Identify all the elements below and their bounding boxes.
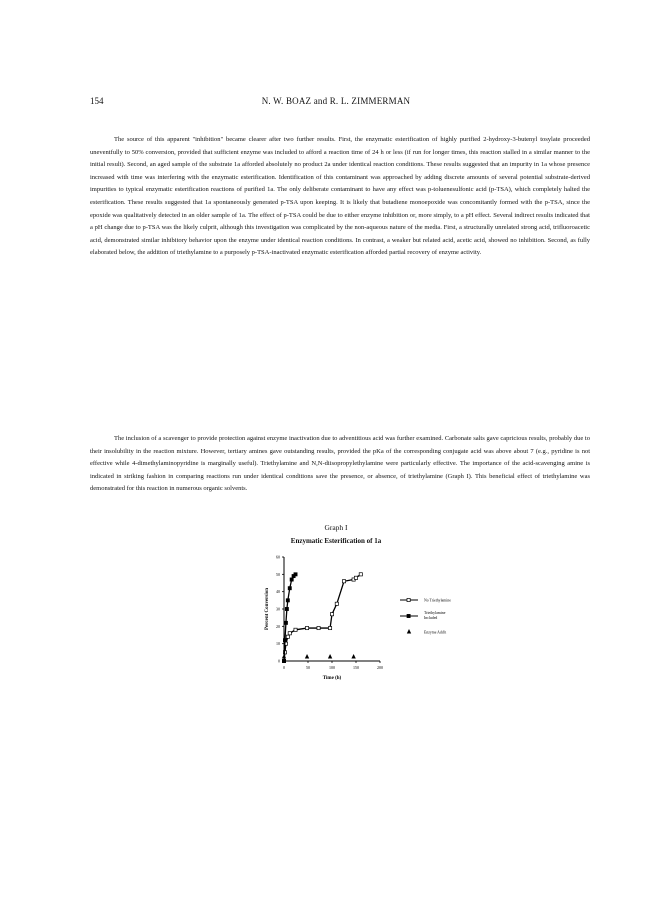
body-paragraph-1 bbox=[90, 134, 590, 260]
y-tick-label: 0 bbox=[278, 658, 280, 664]
graph-title: Enzymatic Esterification of 1a bbox=[290, 537, 382, 545]
paragraph-text: The source of this apparent "inhibition" became clearer after two further results. First, the enzymatic esterification of highly purified 2-hydroxy-3-butenyl tosylate proceeded uneventfully to 50% conversion, provided that sufficient enzyme was included to afford a reaction time of 24 h or less (if run for longer times, this reaction stalled in a similar manner to the initial result). Second, an aged sample of the substrate 1a afforded absolutely no product 2a under identical reaction conditions. These results suggested that an impurity in 1a whose presence increased with time was interfering with the enzymatic esterification. Identification of this contaminant was approached by adding discrete amounts of several potential substrate-derived impurities to typical enzymatic esterification reactions of purified 1a. The only deliberate contaminant to have any effect was p-toluenesulfonic acid (p-TSA), which completely halted the esterification. These results suggested that 1a spontaneously generated p-TSA upon keeping. It is likely that butadiene monoepoxide was concomitantly formed with the p-TSA, since the epoxide was qualitatively detected in an older sample of 1a. The effect of p-TSA could be due to either enzyme inhibition or, more simply, to a pH effect. Several indirect results indicated that a pH change due to p-TSA was the likely culprit, although this investigation was complicated by the non-aqueous nature of the media. First, a structurally unrelated strong acid, trifluoroacetic acid, demonstrated similar inhibitory behavior upon the enzyme under identical reaction conditions. In contrast, a weaker but related acid, acetic acid, showed no inhibition. Second, as fully elaborated below, the addition of triethylamine to a purposely p-TSA-inactivated enzymatic esterification afforded partial recovery of enzyme activity. bbox=[90, 136, 590, 257]
conversion-chart bbox=[240, 545, 500, 695]
graph-caption: Graph I bbox=[324, 523, 348, 532]
enzyme-addition-marker bbox=[305, 654, 309, 659]
data-point bbox=[282, 659, 285, 662]
y-tick-label: 50 bbox=[276, 571, 280, 577]
x-tick-label: 200 bbox=[377, 665, 383, 670]
body-paragraph-2 bbox=[90, 433, 590, 496]
data-point bbox=[285, 607, 288, 610]
x-tick-label: 0 bbox=[283, 665, 285, 670]
data-point bbox=[317, 626, 320, 629]
data-point bbox=[286, 599, 289, 602]
data-point bbox=[342, 580, 345, 583]
legend-marker bbox=[407, 629, 411, 634]
data-point bbox=[286, 635, 289, 638]
y-tick-label: 10 bbox=[276, 641, 280, 647]
legend-label: Triethylamine bbox=[424, 611, 446, 615]
enzyme-addition-marker bbox=[282, 654, 286, 659]
y-tick-label: 60 bbox=[276, 554, 280, 560]
x-tick-label: 150 bbox=[353, 665, 359, 670]
x-tick-label: 50 bbox=[306, 665, 310, 670]
data-point bbox=[283, 639, 286, 642]
enzyme-addition-marker bbox=[351, 654, 355, 659]
data-point bbox=[305, 626, 308, 629]
data-point bbox=[294, 573, 297, 576]
data-point bbox=[284, 621, 287, 624]
data-point bbox=[294, 628, 297, 631]
legend-label: Enzyme Add'n bbox=[424, 630, 447, 635]
legend-marker bbox=[407, 614, 410, 617]
data-point bbox=[288, 587, 291, 590]
legend-label: No Triethylamine bbox=[424, 598, 451, 603]
y-axis-label: Percent Conversion bbox=[265, 588, 270, 630]
data-point bbox=[335, 602, 338, 605]
y-tick-label: 20 bbox=[276, 623, 280, 629]
y-tick-label: 30 bbox=[276, 606, 280, 612]
page-number: 154 bbox=[90, 96, 104, 106]
running-head: N. W. BOAZ and R. L. ZIMMERMAN bbox=[261, 96, 411, 106]
data-point bbox=[330, 613, 333, 616]
legend-marker bbox=[407, 598, 410, 601]
data-point bbox=[354, 576, 357, 579]
series-line-1 bbox=[284, 574, 361, 661]
data-point bbox=[290, 578, 293, 581]
enzyme-addition-marker bbox=[328, 654, 332, 659]
legend-label: Included bbox=[424, 616, 438, 620]
paragraph-text: The inclusion of a scavenger to provide protection against enzyme inactivation due to adventitious acid was further examined. Carbonate salts gave capricious results, probably due to their insolubility in the reaction mixture. However, tertiary amines gave outstanding results, provided the pKa of the corresponding conjugate acid was above about 7 (e.g., pyridine is not effective while 4-dimethylaminopyridine is marginally useful). Triethylamine and N,N-diisopropylethylamine were particularly effective. The importance of the acid-scavenging amine is indicated in striking fashion in comparing reactions run under identical conditions save the presence, or absence, of triethylamine (Graph I). This beneficial effect of triethylamine was demonstrated for this reaction in numerous organic solvents. bbox=[90, 435, 590, 493]
y-tick-label: 40 bbox=[276, 589, 280, 595]
x-tick-label: 100 bbox=[329, 665, 335, 670]
data-point bbox=[288, 632, 291, 635]
data-point bbox=[359, 573, 362, 576]
x-axis-label: Time (h) bbox=[322, 676, 342, 681]
data-point bbox=[328, 626, 331, 629]
